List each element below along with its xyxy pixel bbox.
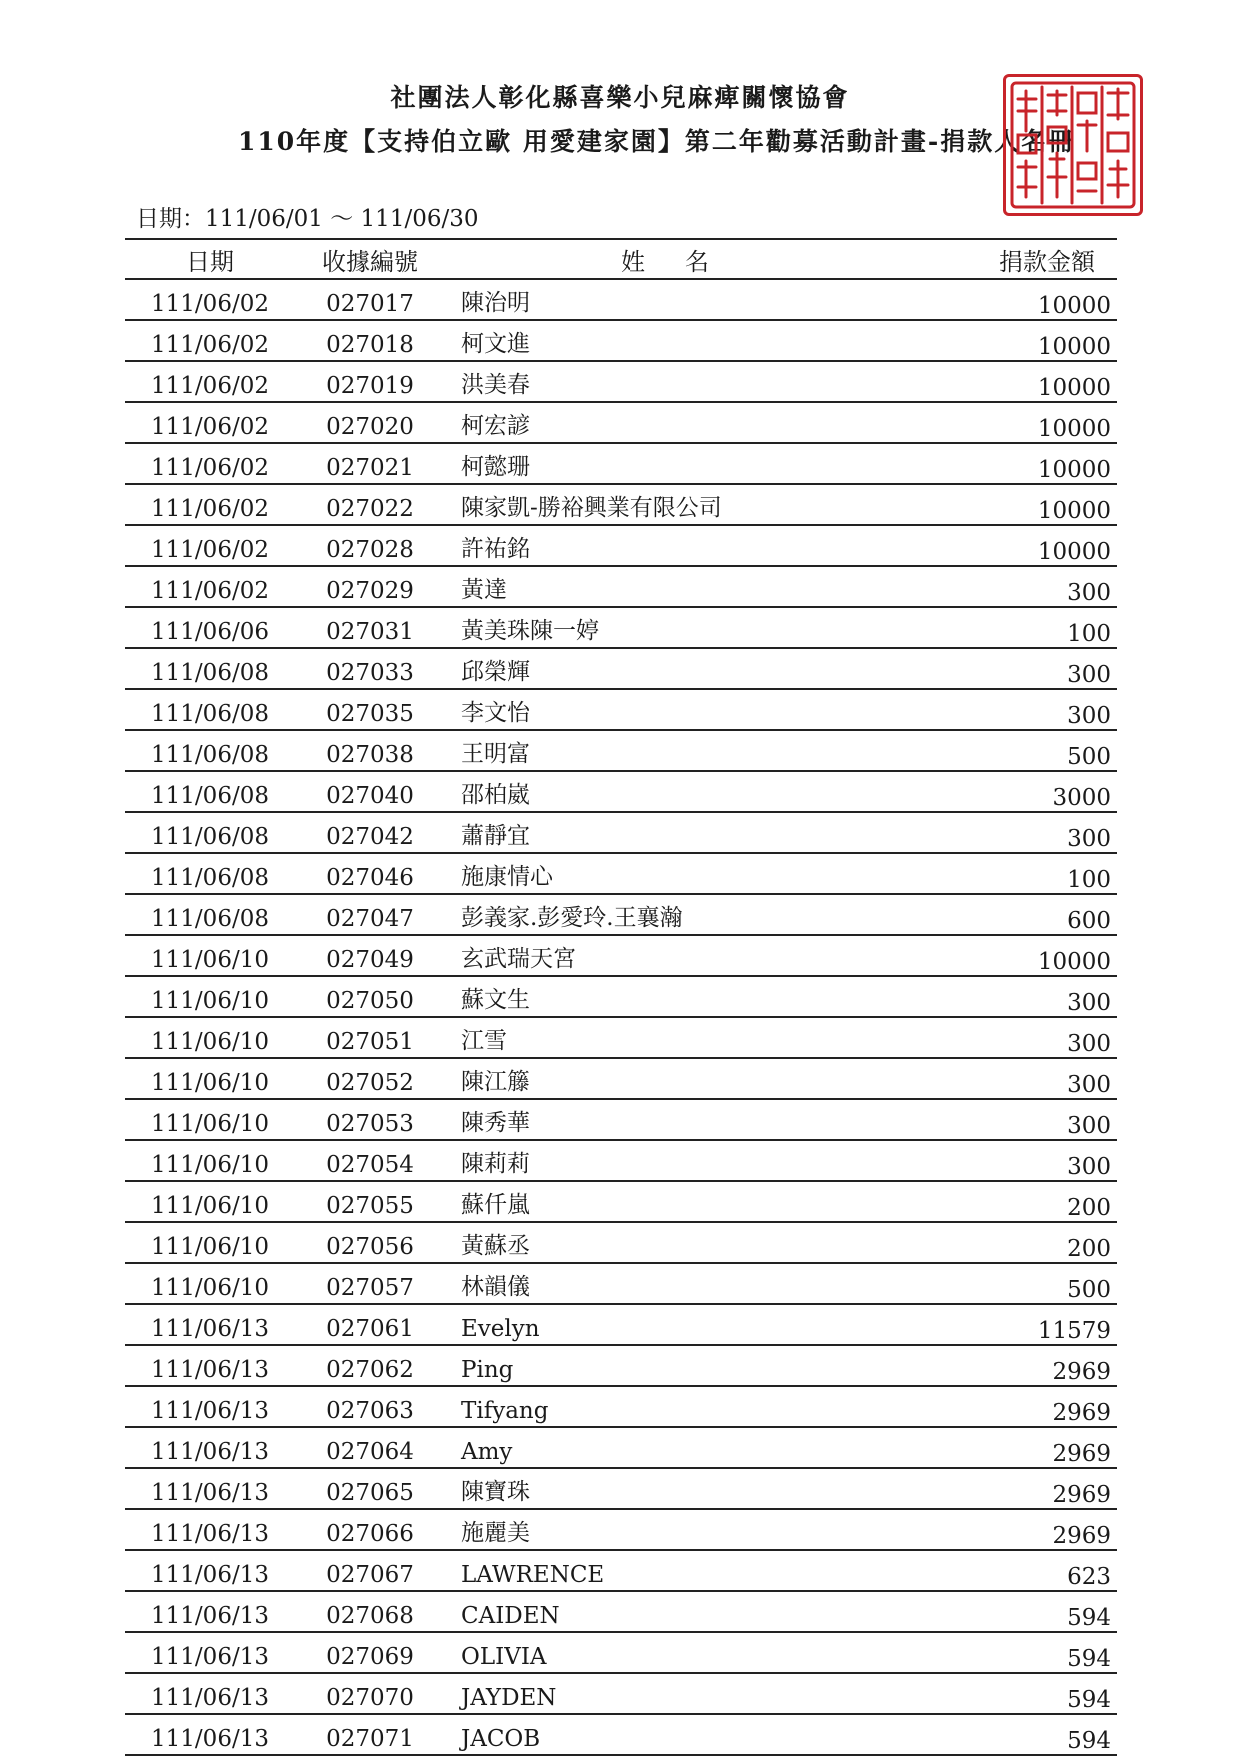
row-receipt-number: 027038 bbox=[295, 730, 445, 771]
row-receipt-number: 027053 bbox=[295, 1099, 445, 1140]
table-row bbox=[125, 1427, 1117, 1468]
table-row bbox=[125, 1468, 1117, 1509]
row-date: 111/06/13 bbox=[125, 1345, 295, 1386]
row-date: 111/06/10 bbox=[125, 1181, 295, 1222]
row-date: 111/06/02 bbox=[125, 361, 295, 402]
row-receipt-number: 027019 bbox=[295, 361, 445, 402]
row-receipt-number: 027018 bbox=[295, 320, 445, 361]
table-row bbox=[125, 1591, 1117, 1632]
row-donor-name: 陳莉莉 bbox=[445, 1140, 925, 1181]
row-receipt-number: 027035 bbox=[295, 689, 445, 730]
row-donor-name: 江雪 bbox=[445, 1017, 925, 1058]
row-date: 111/06/02 bbox=[125, 402, 295, 443]
row-amount: 594 bbox=[925, 1714, 1117, 1755]
table-row bbox=[125, 648, 1117, 689]
row-amount: 300 bbox=[925, 648, 1117, 689]
row-date: 111/06/10 bbox=[125, 976, 295, 1017]
row-amount: 300 bbox=[925, 812, 1117, 853]
table-row bbox=[125, 525, 1117, 566]
row-donor-name: OLIVIA bbox=[445, 1632, 925, 1673]
row-date: 111/06/13 bbox=[125, 1304, 295, 1345]
row-donor-name: 蘇文生 bbox=[445, 976, 925, 1017]
row-date: 111/06/08 bbox=[125, 689, 295, 730]
table-row bbox=[125, 935, 1117, 976]
row-amount: 300 bbox=[925, 566, 1117, 607]
row-receipt-number: 027040 bbox=[295, 771, 445, 812]
row-donor-name: 許祐銘 bbox=[445, 525, 925, 566]
row-date: 111/06/10 bbox=[125, 1017, 295, 1058]
row-donor-name: JAYDEN bbox=[445, 1673, 925, 1714]
row-donor-name: 蘇仟嵐 bbox=[445, 1181, 925, 1222]
row-date: 111/06/02 bbox=[125, 320, 295, 361]
row-amount: 2969 bbox=[925, 1427, 1117, 1468]
row-amount: 300 bbox=[925, 1099, 1117, 1140]
row-receipt-number: 027022 bbox=[295, 484, 445, 525]
row-amount: 100 bbox=[925, 607, 1117, 648]
table-row bbox=[125, 1632, 1117, 1673]
row-receipt-number: 027063 bbox=[295, 1386, 445, 1427]
row-receipt-number: 027069 bbox=[295, 1632, 445, 1673]
row-date: 111/06/02 bbox=[125, 279, 295, 320]
col-header-name: 姓名 bbox=[445, 239, 925, 279]
row-donor-name: 施康情心 bbox=[445, 853, 925, 894]
row-receipt-number: 027049 bbox=[295, 935, 445, 976]
row-donor-name: 施麗美 bbox=[445, 1509, 925, 1550]
row-donor-name: JACOB bbox=[445, 1714, 925, 1755]
row-date: 111/06/13 bbox=[125, 1591, 295, 1632]
row-amount: 2969 bbox=[925, 1386, 1117, 1427]
row-receipt-number: 027067 bbox=[295, 1550, 445, 1591]
row-receipt-number: 027066 bbox=[295, 1509, 445, 1550]
row-receipt-number: 027028 bbox=[295, 525, 445, 566]
table-row bbox=[125, 320, 1117, 361]
row-amount: 200 bbox=[925, 1222, 1117, 1263]
row-receipt-number: 027055 bbox=[295, 1181, 445, 1222]
table-row bbox=[125, 689, 1117, 730]
row-receipt-number: 027054 bbox=[295, 1140, 445, 1181]
table-row bbox=[125, 1345, 1117, 1386]
table-row bbox=[125, 976, 1117, 1017]
row-receipt-number: 027047 bbox=[295, 894, 445, 935]
row-amount: 10000 bbox=[925, 361, 1117, 402]
row-date: 111/06/10 bbox=[125, 1263, 295, 1304]
row-date: 111/06/10 bbox=[125, 1099, 295, 1140]
table-row bbox=[125, 1509, 1117, 1550]
row-amount: 300 bbox=[925, 1140, 1117, 1181]
row-date: 111/06/02 bbox=[125, 525, 295, 566]
row-receipt-number: 027029 bbox=[295, 566, 445, 607]
row-donor-name: Amy bbox=[445, 1427, 925, 1468]
table-row bbox=[125, 1386, 1117, 1427]
col-header-date: 日期 bbox=[125, 239, 295, 279]
row-donor-name: 陳治明 bbox=[445, 279, 925, 320]
table-row bbox=[125, 607, 1117, 648]
row-receipt-number: 027050 bbox=[295, 976, 445, 1017]
table-row bbox=[125, 484, 1117, 525]
row-date: 111/06/02 bbox=[125, 566, 295, 607]
table-row bbox=[125, 771, 1117, 812]
table-row bbox=[125, 1550, 1117, 1591]
row-amount: 10000 bbox=[925, 443, 1117, 484]
row-receipt-number: 027068 bbox=[295, 1591, 445, 1632]
row-donor-name: LAWRENCE bbox=[445, 1550, 925, 1591]
row-date: 111/06/06 bbox=[125, 607, 295, 648]
row-date: 111/06/08 bbox=[125, 648, 295, 689]
row-donor-name: 黃達 bbox=[445, 566, 925, 607]
row-date: 111/06/08 bbox=[125, 894, 295, 935]
row-amount: 500 bbox=[925, 730, 1117, 771]
date-range-label: 日期：111/06/01 ～ 111/06/30 bbox=[136, 206, 479, 232]
table-row bbox=[125, 1058, 1117, 1099]
row-donor-name: 林韻儀 bbox=[445, 1263, 925, 1304]
row-receipt-number: 027064 bbox=[295, 1427, 445, 1468]
table-row bbox=[125, 566, 1117, 607]
row-date: 111/06/10 bbox=[125, 1140, 295, 1181]
table-row bbox=[125, 443, 1117, 484]
row-amount: 200 bbox=[925, 1181, 1117, 1222]
seal-glyph-pattern bbox=[1006, 77, 1140, 213]
row-receipt-number: 027061 bbox=[295, 1304, 445, 1345]
row-amount: 2969 bbox=[925, 1468, 1117, 1509]
row-amount: 10000 bbox=[925, 320, 1117, 361]
table-row bbox=[125, 1304, 1117, 1345]
row-amount: 11579 bbox=[925, 1304, 1117, 1345]
row-donor-name: 柯懿珊 bbox=[445, 443, 925, 484]
row-amount: 300 bbox=[925, 1017, 1117, 1058]
row-date: 111/06/13 bbox=[125, 1509, 295, 1550]
row-donor-name: Evelyn bbox=[445, 1304, 925, 1345]
row-amount: 2969 bbox=[925, 1345, 1117, 1386]
table-row bbox=[125, 1263, 1117, 1304]
col-header-amount: 捐款金額 bbox=[925, 239, 1117, 279]
row-date: 111/06/10 bbox=[125, 1058, 295, 1099]
row-receipt-number: 027065 bbox=[295, 1468, 445, 1509]
table-row bbox=[125, 894, 1117, 935]
row-receipt-number: 027071 bbox=[295, 1714, 445, 1755]
row-donor-name: 黃蘇丞 bbox=[445, 1222, 925, 1263]
table-row bbox=[125, 1181, 1117, 1222]
row-donor-name: 邱榮輝 bbox=[445, 648, 925, 689]
row-date: 111/06/10 bbox=[125, 1222, 295, 1263]
row-date: 111/06/13 bbox=[125, 1673, 295, 1714]
row-amount: 2969 bbox=[925, 1509, 1117, 1550]
row-amount: 10000 bbox=[925, 525, 1117, 566]
row-date: 111/06/13 bbox=[125, 1550, 295, 1591]
table-row bbox=[125, 402, 1117, 443]
row-date: 111/06/08 bbox=[125, 771, 295, 812]
row-receipt-number: 027051 bbox=[295, 1017, 445, 1058]
table-row bbox=[125, 730, 1117, 771]
row-donor-name: 黃美珠陳一婷 bbox=[445, 607, 925, 648]
row-date: 111/06/13 bbox=[125, 1632, 295, 1673]
row-donor-name: 洪美春 bbox=[445, 361, 925, 402]
row-date: 111/06/08 bbox=[125, 730, 295, 771]
row-donor-name: 王明富 bbox=[445, 730, 925, 771]
row-amount: 10000 bbox=[925, 484, 1117, 525]
row-receipt-number: 027056 bbox=[295, 1222, 445, 1263]
org-name-heading: 社團法人彰化縣喜樂小兒麻痺關懷協會 bbox=[390, 83, 850, 112]
row-receipt-number: 027046 bbox=[295, 853, 445, 894]
row-donor-name: 玄武瑞天宮 bbox=[445, 935, 925, 976]
row-amount: 3000 bbox=[925, 771, 1117, 812]
row-amount: 500 bbox=[925, 1263, 1117, 1304]
table-row bbox=[125, 1099, 1117, 1140]
row-date: 111/06/13 bbox=[125, 1468, 295, 1509]
row-date: 111/06/08 bbox=[125, 812, 295, 853]
row-amount: 300 bbox=[925, 689, 1117, 730]
row-date: 111/06/13 bbox=[125, 1714, 295, 1755]
report-title: 110年度【支持伯立歐 用愛建家園】第二年勸募活動計畫-捐款人名冊 bbox=[238, 127, 1076, 156]
row-receipt-number: 027062 bbox=[295, 1345, 445, 1386]
row-amount: 300 bbox=[925, 1058, 1117, 1099]
row-donor-name: CAIDEN bbox=[445, 1591, 925, 1632]
row-amount: 594 bbox=[925, 1673, 1117, 1714]
table-row bbox=[125, 1673, 1117, 1714]
row-amount: 623 bbox=[925, 1550, 1117, 1591]
row-amount: 10000 bbox=[925, 402, 1117, 443]
row-receipt-number: 027033 bbox=[295, 648, 445, 689]
row-receipt-number: 027052 bbox=[295, 1058, 445, 1099]
table-row bbox=[125, 853, 1117, 894]
row-donor-name: 柯宏諺 bbox=[445, 402, 925, 443]
row-receipt-number: 027070 bbox=[295, 1673, 445, 1714]
table-row bbox=[125, 361, 1117, 402]
row-amount: 10000 bbox=[925, 935, 1117, 976]
row-donor-name: 李文怡 bbox=[445, 689, 925, 730]
row-donor-name: 陳家凱-勝裕興業有限公司 bbox=[445, 484, 925, 525]
table-row bbox=[125, 1017, 1117, 1058]
row-date: 111/06/13 bbox=[125, 1386, 295, 1427]
row-receipt-number: 027020 bbox=[295, 402, 445, 443]
row-donor-name: 邵柏崴 bbox=[445, 771, 925, 812]
donor-table-body bbox=[125, 279, 1117, 1755]
row-donor-name: 陳江籐 bbox=[445, 1058, 925, 1099]
row-date: 111/06/10 bbox=[125, 935, 295, 976]
row-donor-name: 柯文進 bbox=[445, 320, 925, 361]
row-donor-name: 蕭靜宜 bbox=[445, 812, 925, 853]
row-amount: 600 bbox=[925, 894, 1117, 935]
table-row bbox=[125, 1714, 1117, 1755]
col-header-receipt: 收據編號 bbox=[295, 239, 445, 279]
row-receipt-number: 027017 bbox=[295, 279, 445, 320]
table-row bbox=[125, 1140, 1117, 1181]
row-amount: 594 bbox=[925, 1632, 1117, 1673]
row-date: 111/06/08 bbox=[125, 853, 295, 894]
row-donor-name: Tifyang bbox=[445, 1386, 925, 1427]
row-date: 111/06/13 bbox=[125, 1427, 295, 1468]
table-row bbox=[125, 812, 1117, 853]
row-amount: 300 bbox=[925, 976, 1117, 1017]
donor-table bbox=[125, 238, 1117, 1756]
row-receipt-number: 027042 bbox=[295, 812, 445, 853]
row-donor-name: Ping bbox=[445, 1345, 925, 1386]
row-receipt-number: 027021 bbox=[295, 443, 445, 484]
table-row bbox=[125, 279, 1117, 320]
row-amount: 10000 bbox=[925, 279, 1117, 320]
row-receipt-number: 027057 bbox=[295, 1263, 445, 1304]
row-amount: 594 bbox=[925, 1591, 1117, 1632]
table-row bbox=[125, 1222, 1117, 1263]
official-seal-stamp bbox=[1003, 74, 1143, 216]
row-donor-name: 陳寶珠 bbox=[445, 1468, 925, 1509]
row-receipt-number: 027031 bbox=[295, 607, 445, 648]
row-donor-name: 陳秀華 bbox=[445, 1099, 925, 1140]
row-date: 111/06/02 bbox=[125, 484, 295, 525]
row-donor-name: 彭義家.彭愛玲.王襄瀚 bbox=[445, 894, 925, 935]
row-amount: 100 bbox=[925, 853, 1117, 894]
table-header-row bbox=[125, 239, 1117, 279]
row-date: 111/06/02 bbox=[125, 443, 295, 484]
